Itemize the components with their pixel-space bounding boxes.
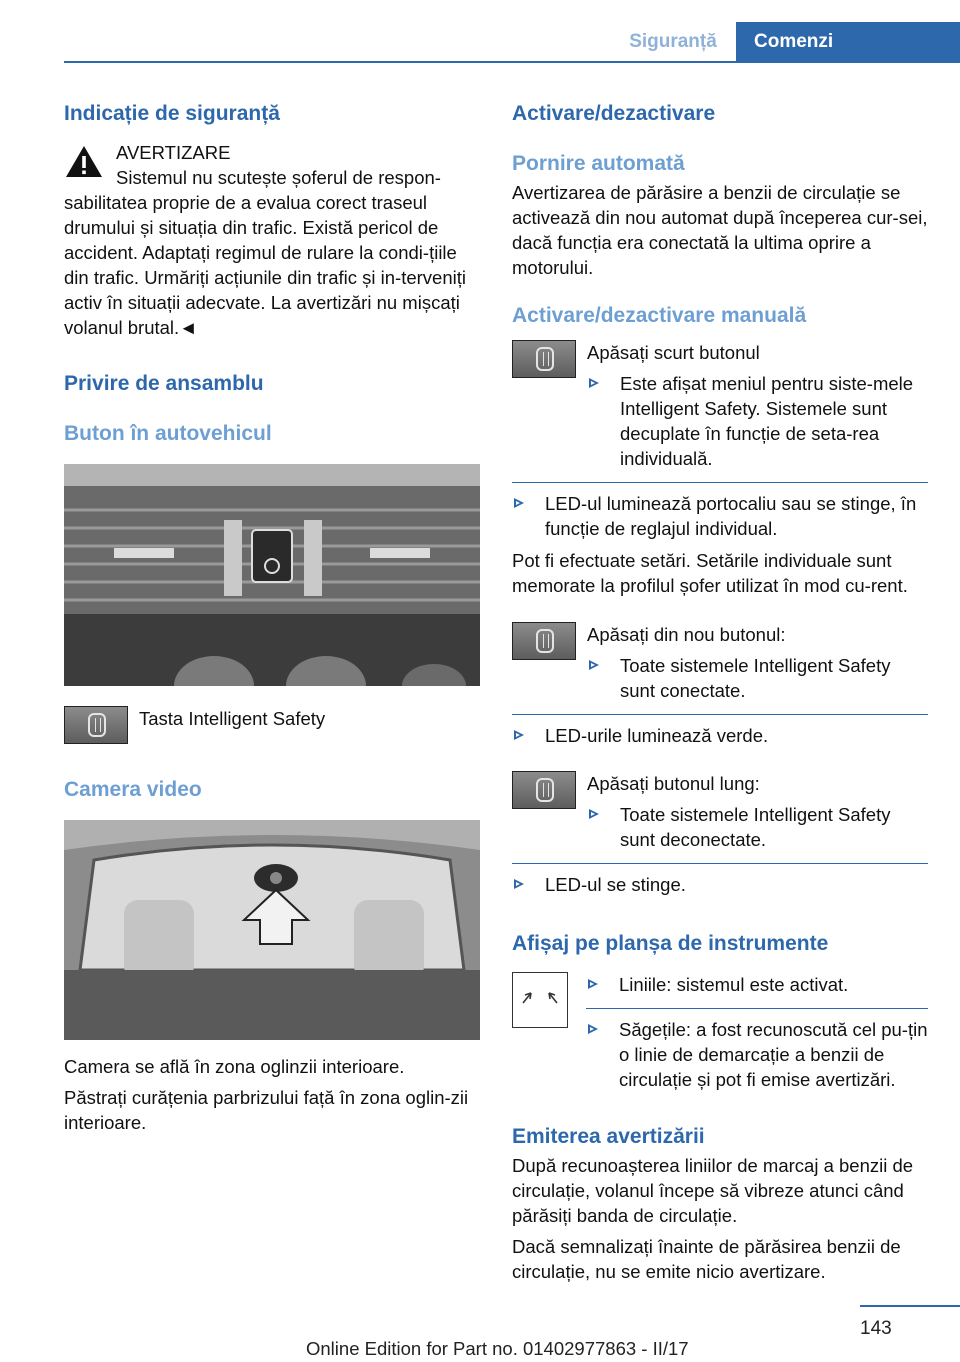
intelligent-safety-button-icon-again [512,622,576,660]
short-press-text: Apăsați scurt butonul [587,342,760,363]
header-rule [64,61,960,63]
auto-start-text: Avertizarea de părăsire a benzii de circulație se activează din nou automat după începerea cur-sei, dacă funcția era conectată la ultima oprire a motorului. [512,182,928,278]
short-led-item: LED-ul luminează portocaliu sau se stinge, în funcție de reglajul individual. [512,491,928,548]
camera-clean-text: Păstrați curățenia parbrizului față în zona oglin-zii interioare. [64,1087,469,1133]
long-press-row [512,771,928,859]
dashboard-photo [64,464,480,686]
warning-text: Sistemul nu scutește șoferul de respon-sabilitatea proprie de a evalua corect traseul drumului și situația din trafic. Există pericol de accident. Adaptați regimul de rulare la condi-țiile din trafic. Urmăriți acțiunile din trafic și in-terveniți activ în situații adecvate. La avertizări nu mișcați volanul brutal.◄ [64,167,466,338]
again-press-item: Toate sistemele Intelligent Safety sunt conectate. [587,653,928,710]
short-press-row [512,340,928,478]
display-item-lines: Liniile: sistemul este activat. [586,972,928,1004]
manual-title: Activare/dezactivare manuală [512,304,807,327]
camera-location-text: Camera se află în zona oglinzii interioare. [64,1056,405,1077]
footer-edition: Online Edition for Part no. 01402977863 - II/17 [306,1338,689,1359]
short-press-item: Este afișat meniul pentru siste-mele Intelligent Safety. Sistemele sunt decuplate în funcție de seta-rea individuală. [587,371,928,478]
auto-start-title: Pornire automată [512,152,685,175]
left-column [64,100,480,1135]
settings-text: Pot fi efectuate setări. Setările individuale sunt memorate la profilul șofer utilizat în mod cu-rent. [512,550,908,596]
intelligent-safety-button-icon-short [512,340,576,378]
again-press-row [512,622,928,710]
activation-title: Activare/dezactivare [512,102,716,125]
display-row [512,972,928,1099]
divider [512,863,928,864]
warning-label: AVERTIZARE [116,142,231,163]
dashboard-vents-image [64,464,480,686]
camera-section-title: Camera video [64,778,202,801]
divider [512,714,928,715]
overview-title: Privire de ansamblu [64,372,264,395]
page-number: 143 [860,1318,892,1339]
warning-output-text2: Dacă semnalizați înainte de părăsirea benzii de circulație, nu se emite nicio avertizare. [512,1236,901,1282]
divider [512,482,928,483]
display-title: Afișaj pe planșa de instrumente [512,932,829,955]
long-press-item: Toate sistemele Intelligent Safety sunt deconectate. [587,802,928,859]
safety-title: Indicație de siguranță [64,102,280,125]
warning-output-title: Emiterea avertizării [512,1125,705,1148]
long-press-text: Apăsați butonul lung: [587,773,760,794]
windshield-camera-image [64,820,480,1040]
display-item-arrows: Săgețile: a fost recunoscută cel pu-țin o linie de demarcație a benzii de circulație și pot fi emise avertizări. [586,1017,928,1099]
right-column [512,100,928,1284]
intelligent-safety-button-icon [64,706,128,744]
tab-comenzi[interactable]: Comenzi [736,22,960,62]
button-section-title: Buton în autovehicul [64,422,272,445]
again-press-text: Apăsați din nou butonul: [587,624,786,645]
again-led-item: LED-urile luminează verde. [512,723,928,755]
warning-block [64,140,480,340]
long-led-item: LED-ul se stinge. [512,872,928,904]
button-caption: Tasta Intelligent Safety [139,708,326,729]
camera-photo [64,820,480,1040]
lane-lines-icon [512,972,568,1028]
intelligent-safety-button-icon-long [512,771,576,809]
tab-siguranta[interactable]: Siguranță [629,31,717,52]
header-tabs [610,22,960,62]
warning-output-text1: După recunoașterea liniilor de marcaj a benzii de circulație, volanul începe să vibreze atunci când părăsiți banda de circulație. [512,1155,914,1226]
button-caption-row [64,706,480,744]
footer-rule [860,1305,960,1307]
divider [586,1008,928,1009]
warning-triangle-icon [64,144,104,180]
